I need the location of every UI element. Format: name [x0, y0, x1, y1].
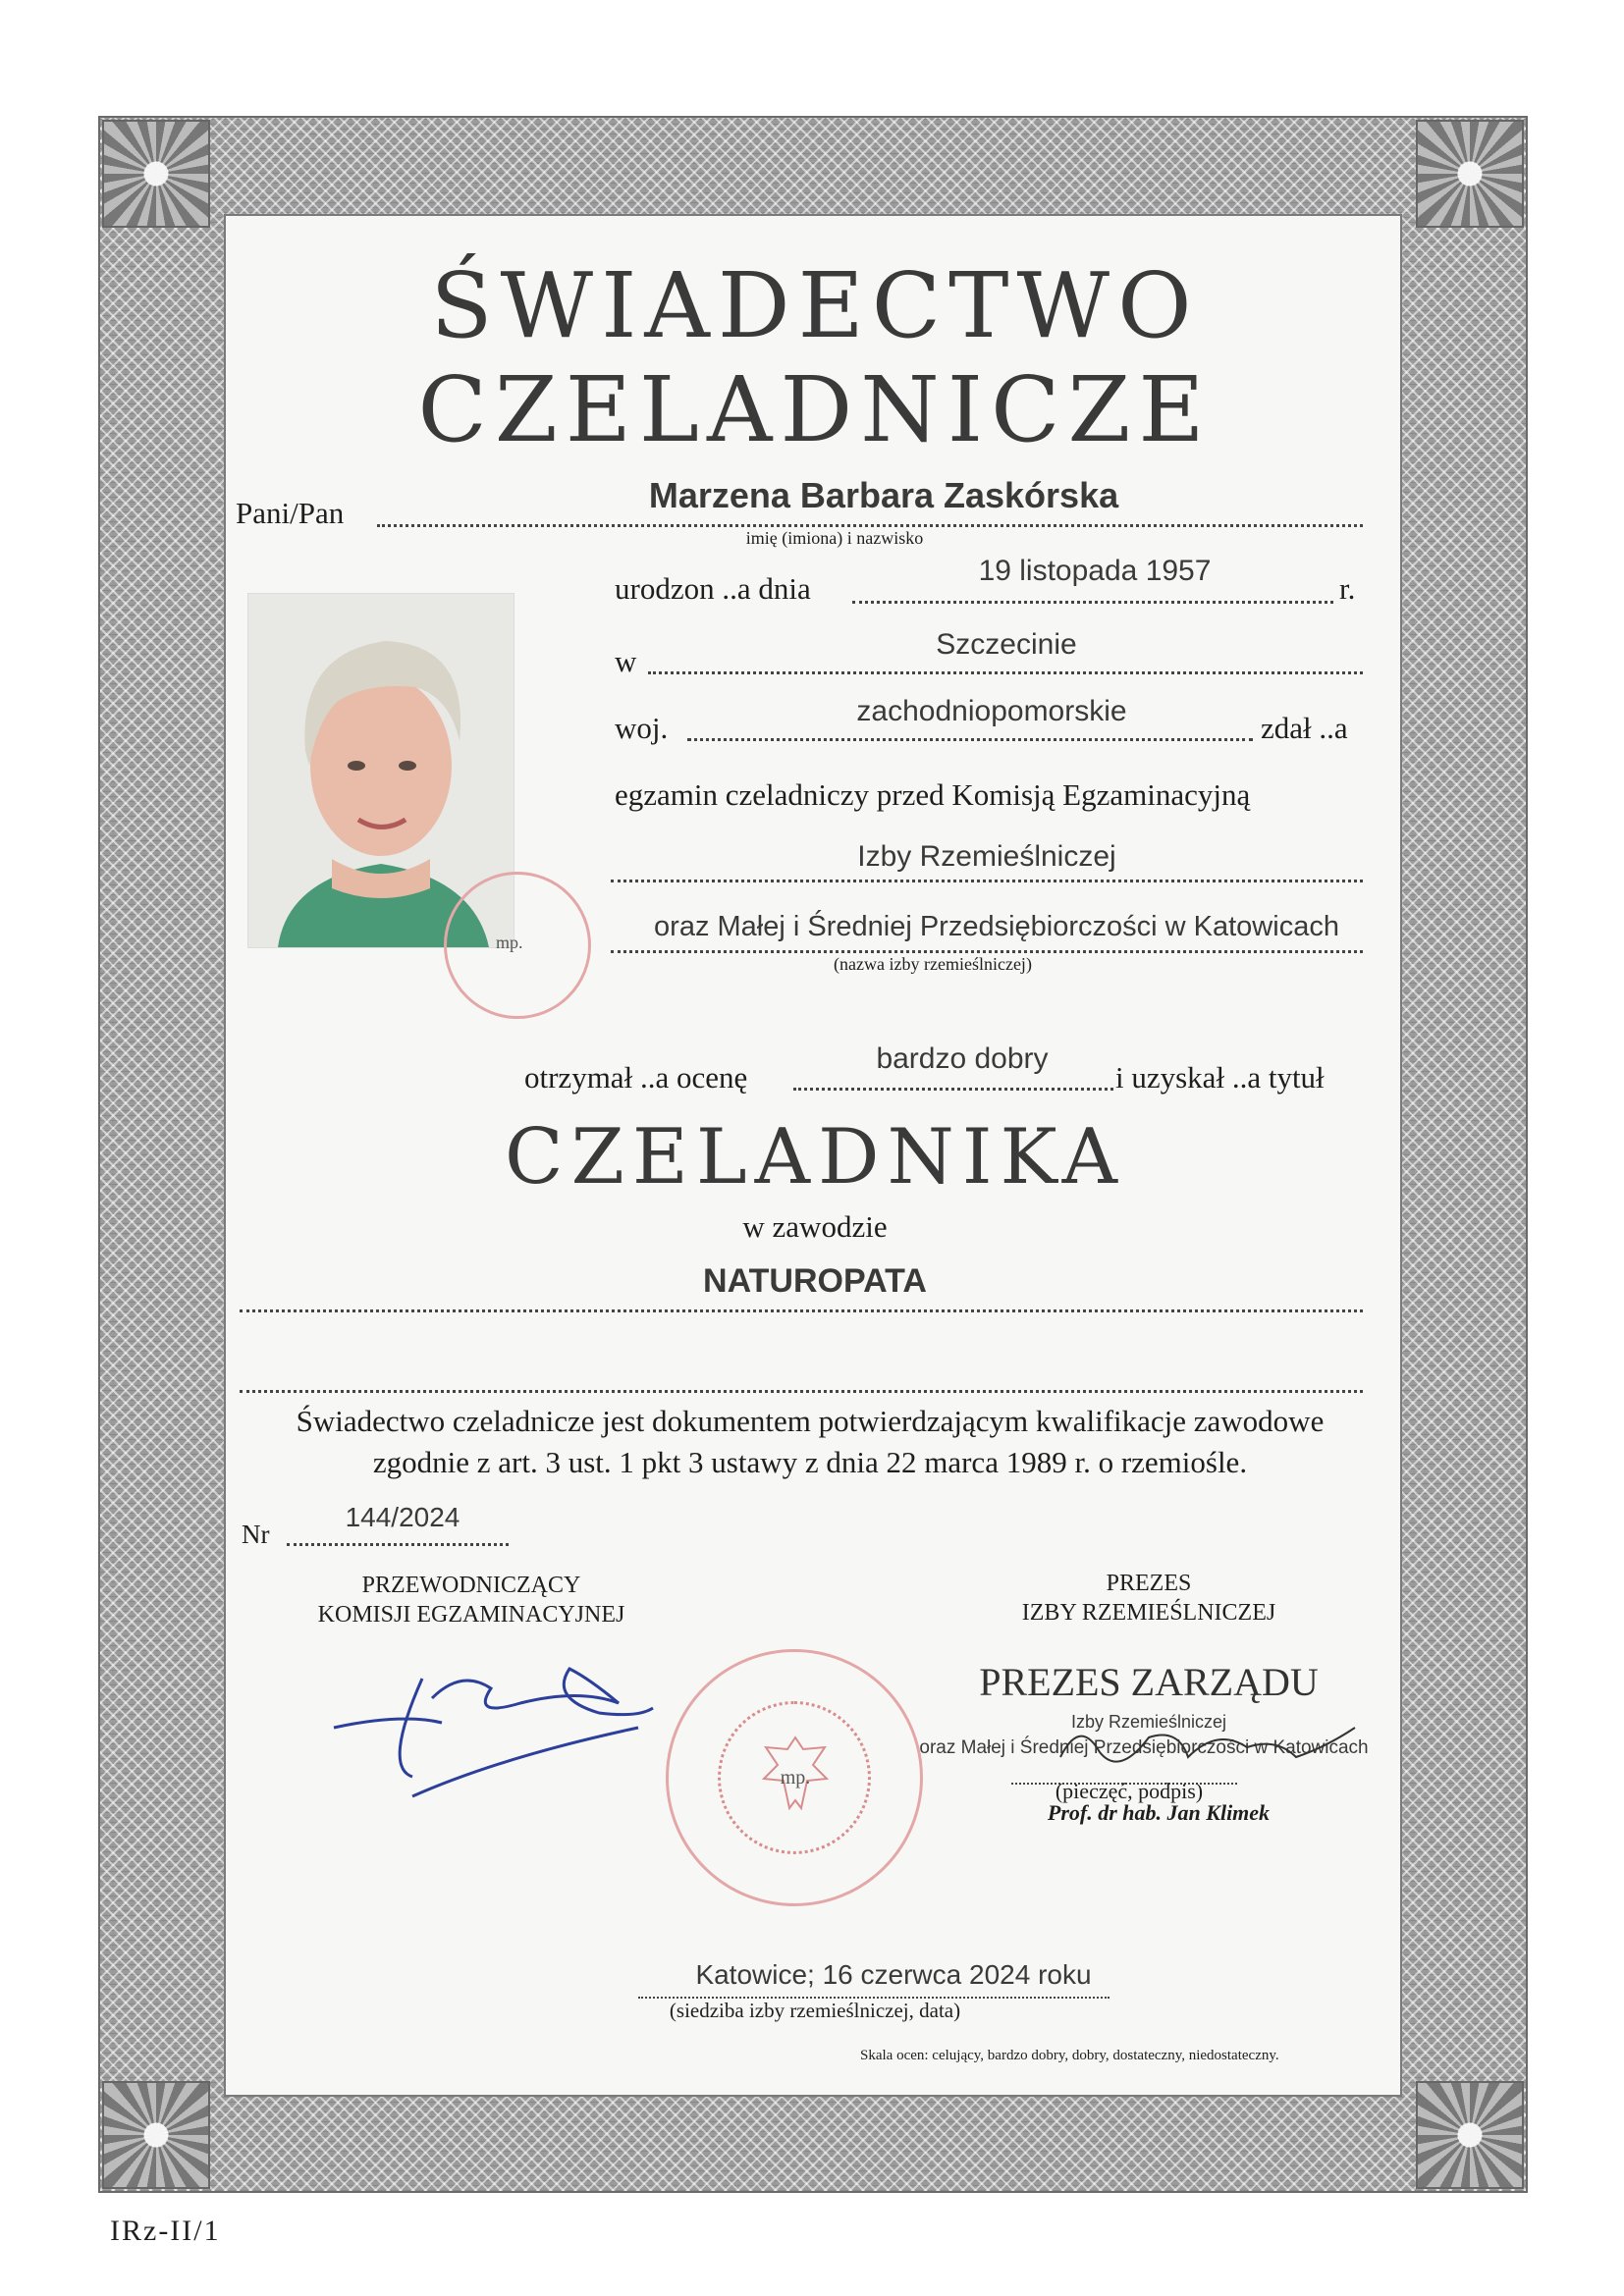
chamber-line1: Izby Rzemieślniczej: [857, 840, 1116, 873]
legal-line1: Świadectwo czeladnicze jest dokumentem potwierdzającym kwalifikacje zawodowe: [296, 1404, 1325, 1438]
grade-scale-note: Skala ocen: celujący, bardzo dobry, dobry, dostateczny, niedostateczny.: [860, 2048, 1279, 2063]
title-word: tytuł: [1268, 1060, 1325, 1095]
chamber-caption: (nazwa izby rzemieślniczej): [834, 954, 1032, 974]
title-line1: ŚWIADECTWO: [430, 253, 1200, 358]
chamber-line2: oraz Małej i Średniej Przedsiębiorczości w Katowicach: [654, 911, 1339, 942]
born-label: urodzon ..a dnia: [615, 571, 811, 606]
grade-label: ocenę: [676, 1060, 748, 1095]
grade-dotted-line: [793, 1076, 1113, 1091]
profession-dotted-line2: [240, 1378, 1363, 1393]
corner-ornament-tl: [102, 120, 210, 228]
profession-value: NATUROPATA: [703, 1262, 927, 1300]
birth-date-dotted-line: [852, 589, 1333, 604]
nr-label: Nr: [242, 1520, 270, 1549]
board-title: PREZES ZARZĄDU: [979, 1660, 1319, 1704]
mp-label-photo: mp.: [496, 933, 523, 952]
title-line2: CZELADNICZE: [417, 357, 1213, 462]
birth-date-value: 19 listopada 1957: [978, 555, 1212, 587]
place-date-caption: (siedziba izby rzemieślniczej, data): [669, 1999, 961, 2022]
birthplace-dotted-line: [648, 660, 1363, 674]
mp-label-seal: mp.: [780, 1767, 811, 1789]
year-suffix: r.: [1339, 571, 1356, 606]
legal-line2: zgodnie z art. 3 ust. 1 pkt 3 ustawy z dnia 22 marca 1989 r. o rzemiośle.: [372, 1445, 1248, 1479]
place-date-dotted-line: [638, 1991, 1110, 1999]
obtained-suffix: a: [1247, 1060, 1262, 1095]
w-label: w: [615, 644, 637, 678]
chair-signature: [324, 1659, 658, 1806]
passed-text: zdał: [1261, 711, 1312, 745]
birthplace-value: Szczecinie: [936, 628, 1077, 661]
place-date-value: Katowice; 16 czerwca 2024 roku: [695, 1959, 1092, 1990]
exam-text: egzamin czeladniczy przed Komisją Egzaminacyjną: [615, 777, 1251, 812]
day-label: dnia: [758, 571, 811, 606]
stamp-line1: Izby Rzemieślniczej: [1070, 1712, 1227, 1732]
passed-label: zdał ..a: [1261, 711, 1348, 745]
corner-ornament-br: [1416, 2081, 1524, 2189]
nr-value: 144/2024: [345, 1502, 460, 1532]
chair-line2: KOMISJI EGZAMINACYJNEJ: [317, 1602, 625, 1628]
name-caption: imię (imiona) i nazwisko: [745, 528, 924, 548]
voivodeship-dotted-line: [687, 726, 1253, 741]
president-name: Prof. dr hab. Jan Klimek: [1047, 1800, 1271, 1825]
voivodeship-value: zachodniopomorskie: [856, 695, 1127, 727]
corner-ornament-tr: [1416, 120, 1524, 228]
passed-suffix: a: [1333, 711, 1348, 745]
president-line1: PREZES: [1106, 1571, 1192, 1596]
big-title: CZELADNIKA: [505, 1113, 1125, 1201]
name-value: Marzena Barbara Zaskórska: [648, 475, 1119, 515]
born-text: urodzon: [615, 571, 715, 606]
grade-value: bardzo dobry: [876, 1042, 1049, 1075]
form-code: IRz-II/1: [110, 2215, 221, 2247]
profession-label: w zawodzie: [742, 1209, 888, 1244]
obtained-text: i uzyskał: [1115, 1060, 1225, 1095]
woj-label: woj.: [615, 711, 669, 745]
nr-dotted-line: [287, 1533, 509, 1546]
seal-caption: (pieczęć, podpis): [1055, 1779, 1204, 1803]
corner-ornament-bl: [102, 2081, 210, 2189]
obtained-label: i uzyskał ..a tytuł: [1115, 1060, 1325, 1095]
received-suffix: a: [655, 1060, 670, 1095]
stamp-line2: oraz Małej i Średniej Przedsiębiorczości w Katowicach: [919, 1737, 1369, 1758]
chair-line1: PRZEWODNICZĄCY: [361, 1573, 581, 1598]
received-text: otrzymał: [524, 1060, 633, 1095]
pani-pan-label: Pani/Pan: [236, 496, 345, 530]
born-suffix: a: [736, 571, 751, 606]
received-label: otrzymał ..a ocenę: [524, 1060, 748, 1095]
president-line2: IZBY RZEMIEŚLNICZEJ: [1021, 1600, 1276, 1626]
